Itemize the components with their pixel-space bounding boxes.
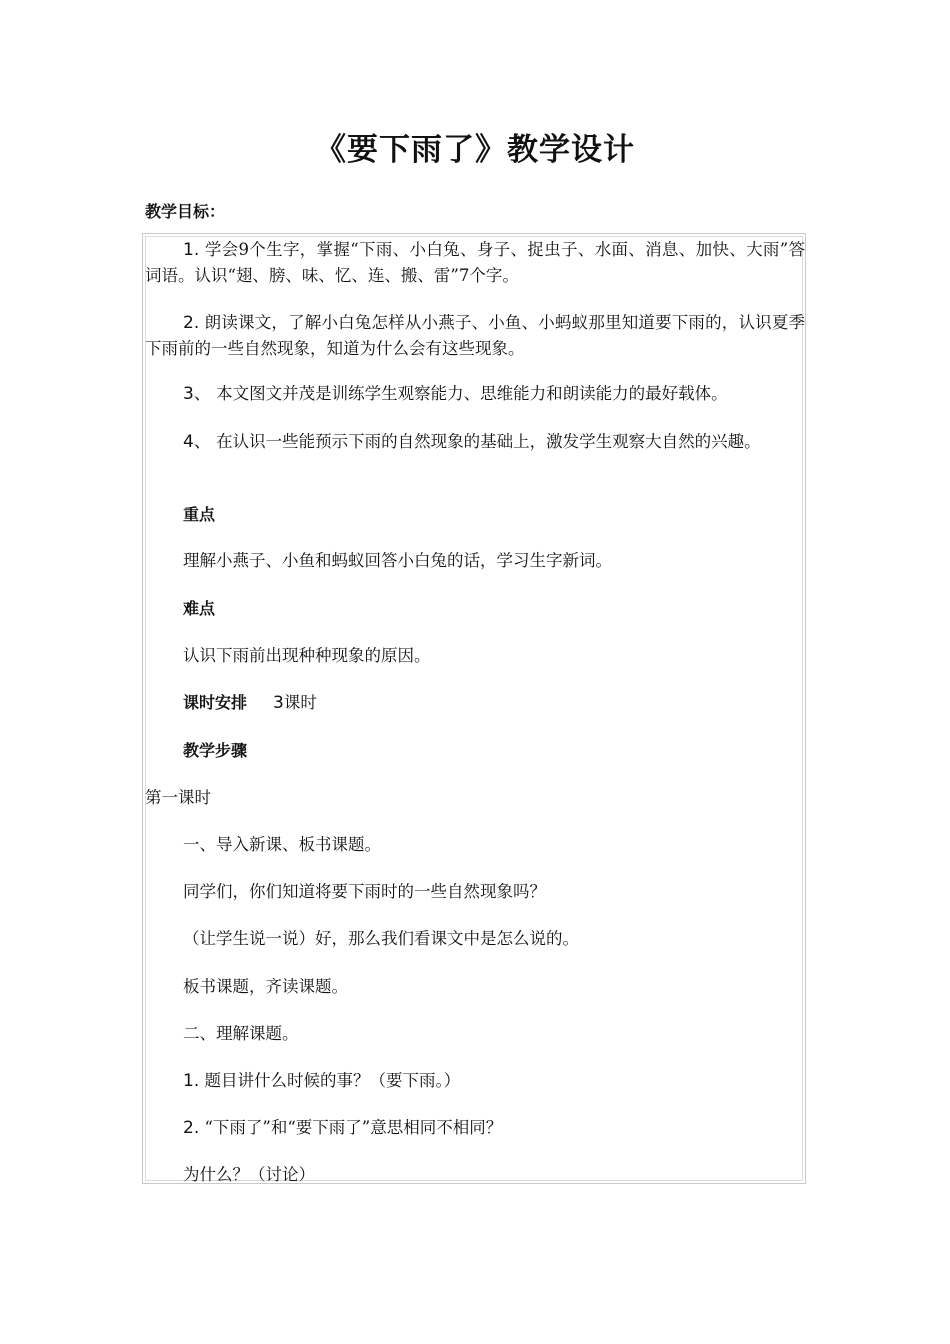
objective-item-2 [145,310,805,362]
schedule-value: 3 [273,693,284,713]
objective-item-3 [145,381,805,407]
objective-text: 学会9个生字，掌握“下雨、小白兔、身子、捉虫子、水面、消息、加快、大雨”答词语。认识“翅、膀、味、忆、连、搬、雷”7个字。 [145,240,805,285]
objective-number: 1. [183,240,200,260]
step-line-1: 一、导入新课、板书课题。 [183,835,381,854]
question-number: 1. [183,1071,200,1091]
objective-text: 朗读课文，了解小白兔怎样从小燕子、小鱼、小蚂蚁那里知道要下雨的，认识夏季下雨前的一些自然现象，知道为什么会有这些现象。 [145,313,806,358]
schedule-label: 课时安排 [183,693,248,712]
schedule-unit: 课时 [283,693,317,712]
schedule-line [145,690,805,716]
question-text: “下雨了”和“要下雨了”意思相同不相同？ [204,1118,503,1137]
difficult-point-text: 认识下雨前出现种种现象的原因。 [183,646,431,665]
content-frame [142,233,806,1184]
objective-text: 在认识一些能预示下雨的自然现象的基础上，激发学生观察大自然的兴趣。 [216,432,761,451]
objective-item-4 [145,429,805,455]
question-1 [145,1068,805,1094]
step-line-4: 板书课题，齐读课题。 [183,977,348,996]
lesson-heading: 第一课时 [145,788,211,807]
objective-number: 3、 [183,384,211,404]
step-line-2: 同学们，你们知道将要下雨时的一些自然现象吗？ [183,882,546,901]
objective-text: 本文图文并茂是训练学生观察能力、思维能力和朗读能力的最好载体。 [216,384,728,403]
step-line-3: （让学生说一说）好，那么我们看课文中是怎么说的。 [183,929,579,948]
objective-number: 4、 [183,432,211,452]
difficult-point-label: 难点 [183,599,216,618]
question-text: 题目讲什么时候的事？（要下雨。） [204,1071,461,1090]
objectives-label: 教学目标： [145,202,226,221]
page-title: 《要下雨了》教学设计 [315,132,635,168]
question-number: 2. [183,1118,200,1138]
question-2 [145,1115,805,1141]
key-point-label: 重点 [183,505,216,524]
step-line-5: 二、理解课题。 [183,1024,299,1043]
objective-item-1 [145,237,805,289]
steps-label: 教学步骤 [183,741,248,760]
followup-line: 为什么？（讨论） [183,1165,315,1184]
objective-number: 2. [183,313,200,333]
key-point-text: 理解小燕子、小鱼和蚂蚁回答小白兔的话，学习生字新词。 [183,551,612,570]
